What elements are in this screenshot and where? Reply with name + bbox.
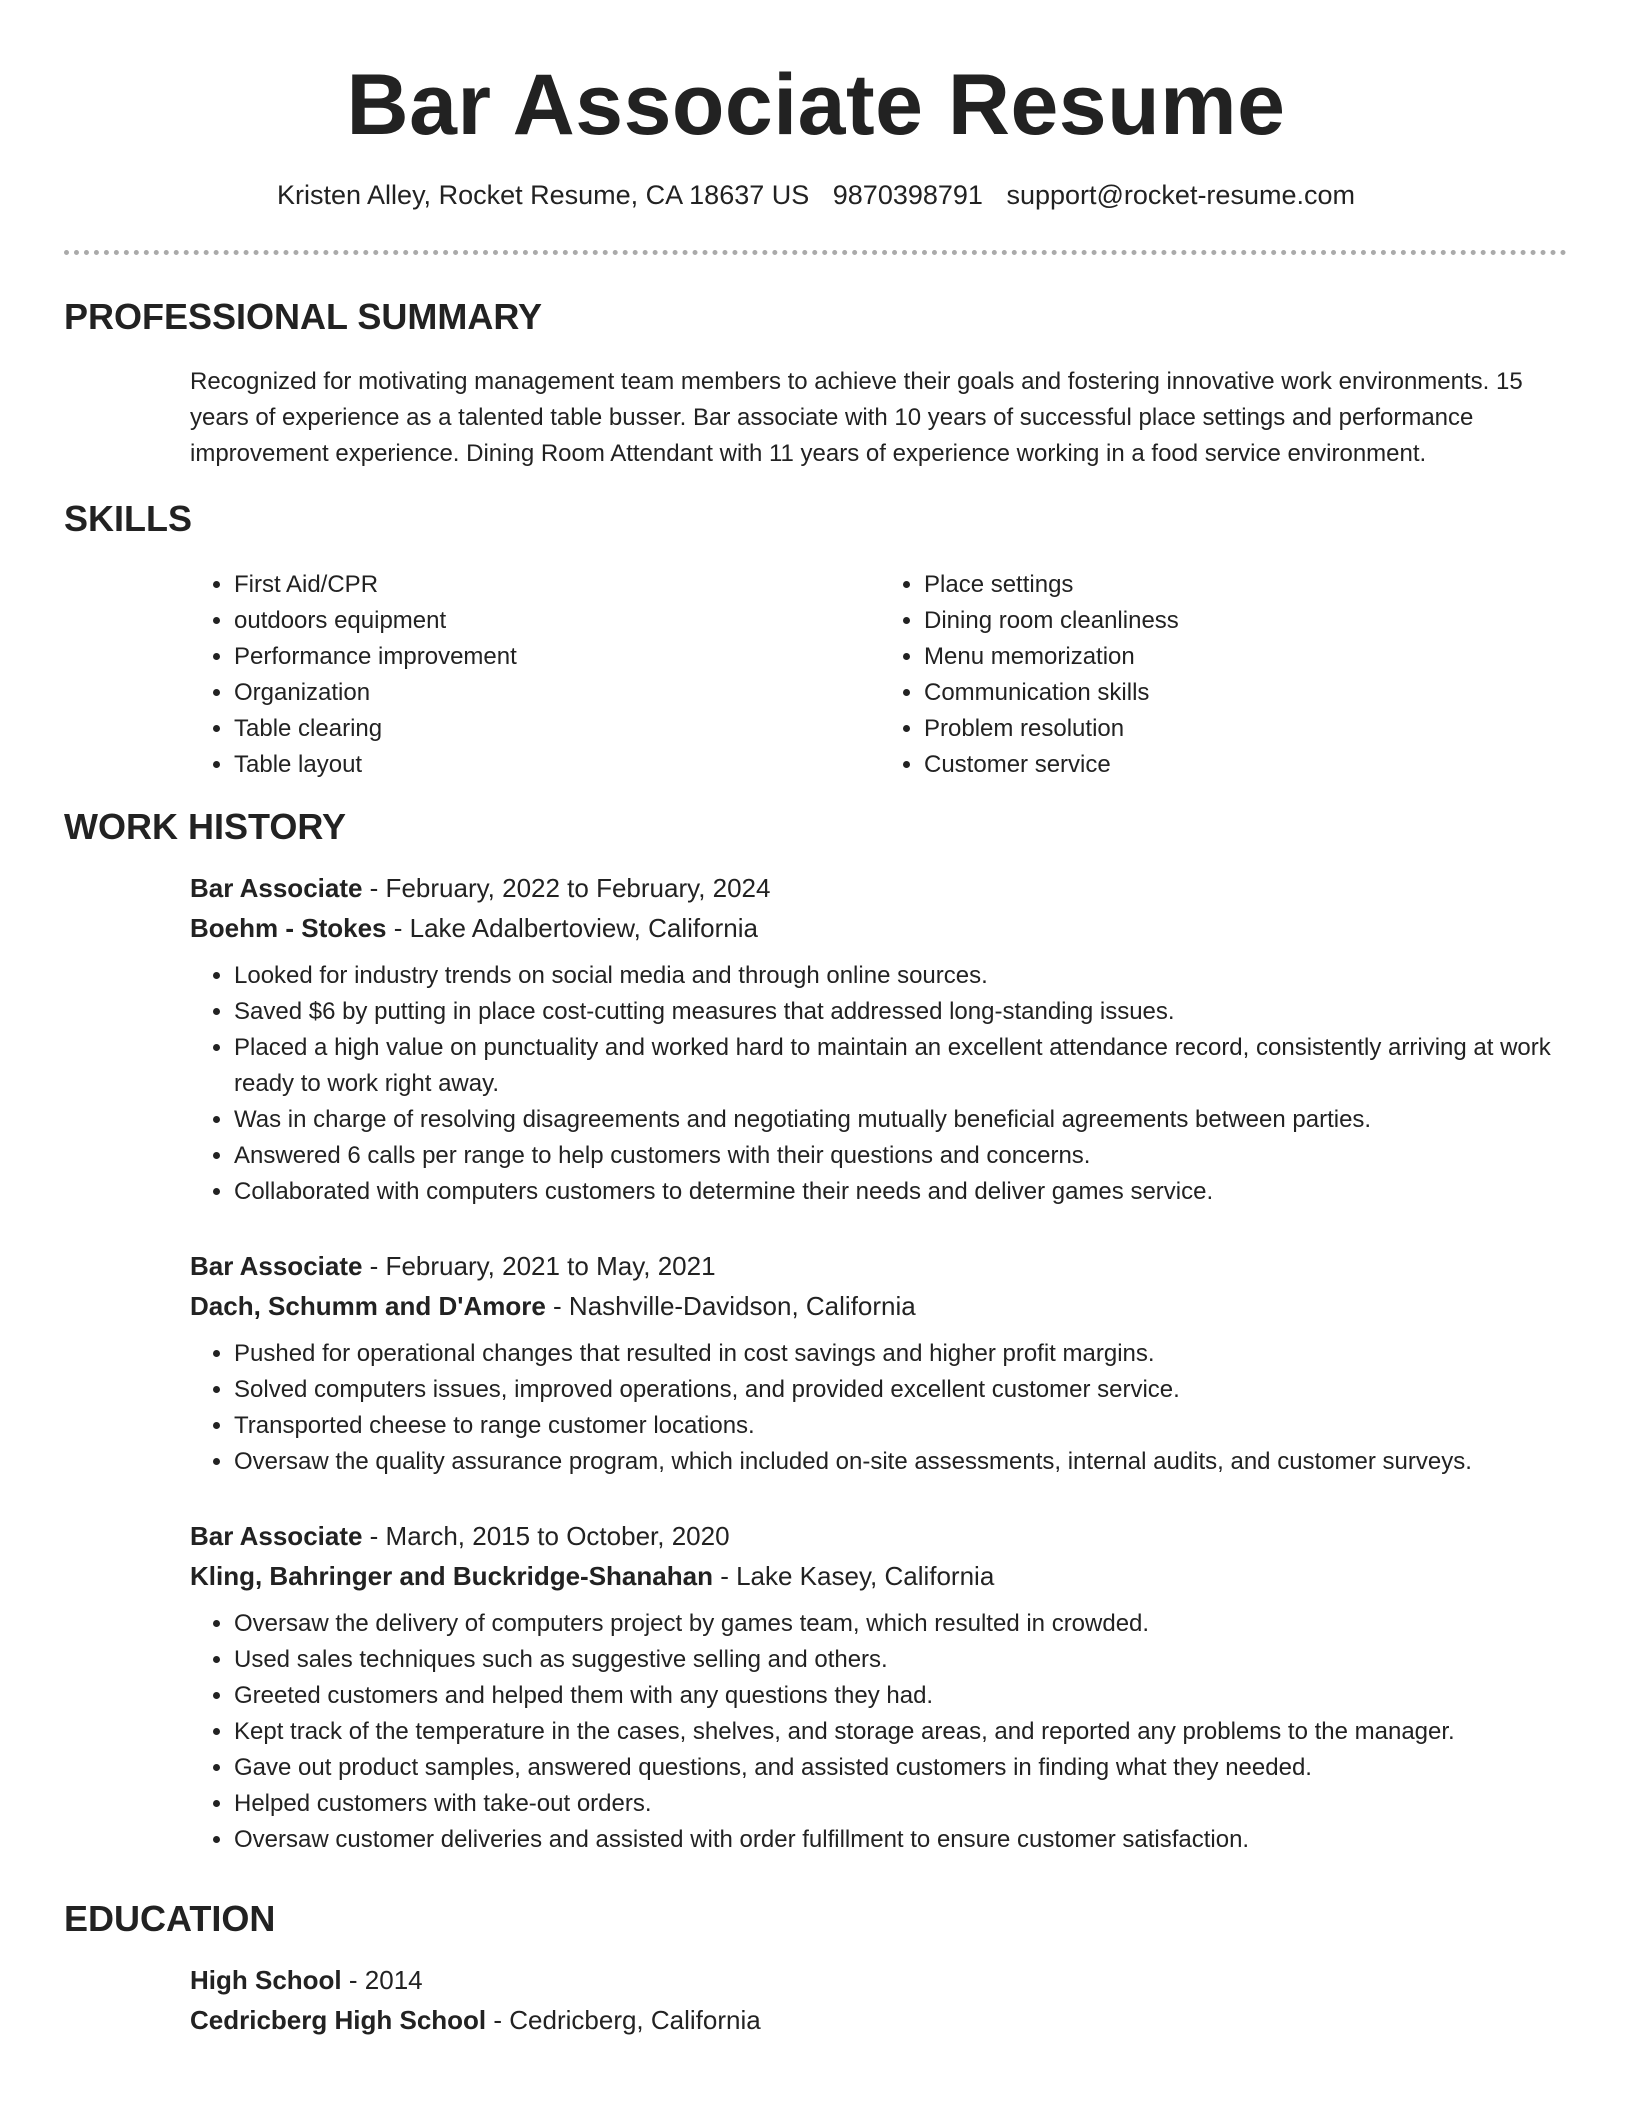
job-bullet: • Oversaw customer deliveries and assisted with order fulfillment to ensure customer satisfaction.: [234, 1822, 1570, 1858]
job-bullet: • Placed a high value on punctuality and worked hard to maintain an excellent attendance record, consistently arriving at work ready to work right away.: [234, 1030, 1570, 1102]
skill-item: • Table clearing: [234, 711, 880, 747]
job-company: Kling, Bahringer and Buckridge-Shanahan: [190, 1561, 713, 1591]
skill-item: • Dining room cleanliness: [924, 603, 1570, 639]
skill-item: • Performance improvement: [234, 639, 880, 675]
job-entry: [190, 868, 1570, 1210]
skill-item: • Menu memorization: [924, 639, 1570, 675]
job-bullet: • Oversaw the quality assurance program, which included on-site assessments, internal audits, and customer surveys.: [234, 1444, 1570, 1480]
job-location: - Lake Adalbertoview, California: [386, 913, 758, 943]
job-bullet: • Pushed for operational changes that resulted in cost savings and higher profit margins.: [234, 1336, 1570, 1372]
work-heading: WORK HISTORY: [64, 806, 347, 847]
job-bullet: • Answered 6 calls per range to help customers with their questions and concerns.: [234, 1138, 1570, 1174]
skill-item: • Organization: [234, 675, 880, 711]
job-title-line: [190, 1516, 1570, 1556]
job-bullets: [190, 958, 1570, 1210]
job-dates: - February, 2022 to February, 2024: [362, 873, 771, 903]
job-title: Bar Associate: [190, 1521, 363, 1551]
job-dates: - March, 2015 to October, 2020: [362, 1521, 730, 1551]
skill-item: • Communication skills: [924, 675, 1570, 711]
header-divider: [64, 250, 1567, 255]
job-company-line: [190, 1556, 1570, 1596]
summary-text: Recognized for motivating management team members to achieve their goals and fostering innovative work environments. 15 years of experience as a talented table busser. Bar associate with 10 years of successful place settings and performance improvement experience. Dining Room Attendant with 11 years of experience working in a food service environment.: [190, 368, 1523, 467]
education-school-line: [190, 2000, 1570, 2040]
job-company-line: [190, 908, 1570, 948]
job-company-line: [190, 1286, 1570, 1326]
job-location: - Nashville-Davidson, California: [545, 1291, 916, 1321]
job-dates: - February, 2021 to May, 2021: [362, 1251, 716, 1281]
job-bullets: [190, 1606, 1570, 1858]
job-bullet: • Collaborated with computers customers to determine their needs and deliver games service.: [234, 1174, 1570, 1210]
job-title-line: [190, 868, 1570, 908]
job-entry: [190, 1246, 1570, 1480]
job-company: Boehm - Stokes: [190, 913, 387, 943]
job-bullet: • Gave out product samples, answered questions, and assisted customers in finding what they needed.: [234, 1750, 1570, 1786]
job-title: Bar Associate: [190, 1251, 363, 1281]
education-location: - Cedricberg, California: [486, 2005, 761, 2035]
job-bullet: • Looked for industry trends on social media and through online sources.: [234, 958, 1570, 994]
education-heading: EDUCATION: [64, 1898, 276, 1939]
skills-heading: SKILLS: [64, 498, 193, 539]
job-company: Dach, Schumm and D'Amore: [190, 1291, 546, 1321]
skill-item: • First Aid/CPR: [234, 567, 880, 603]
skills-column-left: [190, 567, 880, 783]
job-bullets: [190, 1336, 1570, 1480]
contact-line: [0, 180, 1632, 211]
job-title: Bar Associate: [190, 873, 363, 903]
resume-title: Bar Associate Resume: [346, 57, 1286, 153]
summary-heading: PROFESSIONAL SUMMARY: [64, 296, 543, 337]
education-degree: High School: [190, 1965, 342, 1995]
job-bullet: • Solved computers issues, improved operations, and provided excellent customer service.: [234, 1372, 1570, 1408]
skill-item: • Table layout: [234, 747, 880, 783]
skill-item: • outdoors equipment: [234, 603, 880, 639]
skills-list: [190, 567, 1570, 783]
job-bullet: • Helped customers with take-out orders.: [234, 1786, 1570, 1822]
job-entry: [190, 1516, 1570, 1858]
education-entry: [190, 1960, 1570, 2040]
contact-email: support@rocket-resume.com: [1006, 180, 1355, 210]
skills-column-right: [880, 567, 1570, 783]
job-bullet: • Was in charge of resolving disagreements and negotiating mutually beneficial agreements between parties.: [234, 1102, 1570, 1138]
job-bullet: • Oversaw the delivery of computers project by games team, which resulted in crowded.: [234, 1606, 1570, 1642]
job-bullet: • Transported cheese to range customer locations.: [234, 1408, 1570, 1444]
contact-phone: 9870398791: [832, 180, 983, 210]
job-bullet: • Saved $6 by putting in place cost-cutting measures that addressed long-standing issues.: [234, 994, 1570, 1030]
skill-item: • Place settings: [924, 567, 1570, 603]
skill-item: • Problem resolution: [924, 711, 1570, 747]
education-degree-line: [190, 1960, 1570, 2000]
job-title-line: [190, 1246, 1570, 1286]
education-year: - 2014: [341, 1965, 423, 1995]
job-bullet: • Used sales techniques such as suggestive selling and others.: [234, 1642, 1570, 1678]
contact-address: Kristen Alley, Rocket Resume, CA 18637 US: [277, 180, 810, 210]
skill-item: • Customer service: [924, 747, 1570, 783]
job-location: - Lake Kasey, California: [712, 1561, 995, 1591]
job-bullet: • Kept track of the temperature in the cases, shelves, and storage areas, and reported any problems to the manager.: [234, 1714, 1570, 1750]
job-bullet: • Greeted customers and helped them with any questions they had.: [234, 1678, 1570, 1714]
education-school: Cedricberg High School: [190, 2005, 487, 2035]
